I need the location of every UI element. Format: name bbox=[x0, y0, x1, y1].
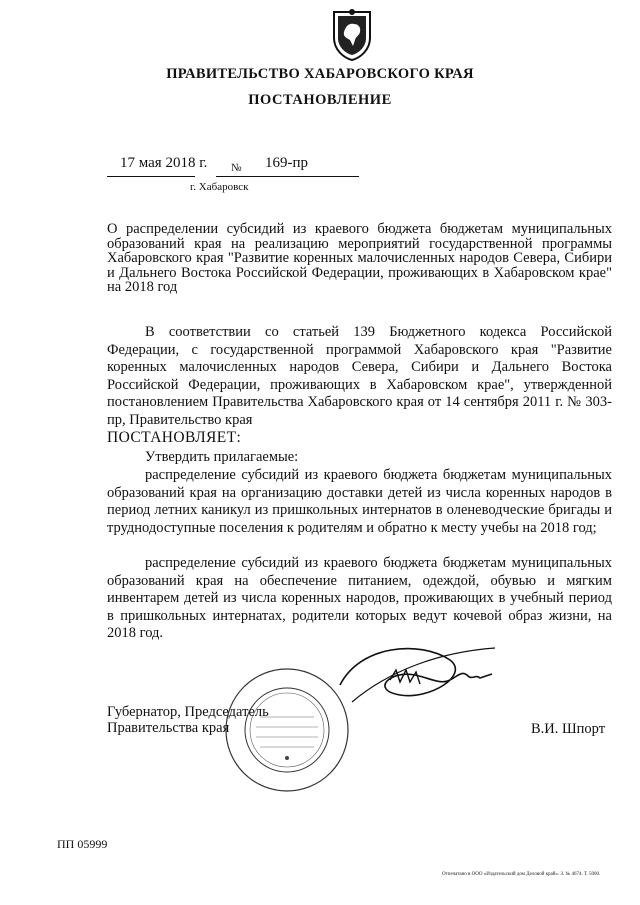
item-2-paragraph: распределение субсидий из краевого бюджета бюджетам муниципальных образований края на обеспечение питанием, одеждой, обувью и мягким инвентарем детей из числа коренных народов, проживающих в учебный период в пришкольных интернатах, родители которых ведут кочевой образ жизни, на 2018 год. bbox=[107, 555, 612, 642]
item-1-paragraph: распределение субсидий из краевого бюджета бюджетам муниципальных образований края на организацию доставки детей из числа коренных народов в период летних каникул из пришкольных интернатов в оленеводческие бригады и труднодоступные поселения к родителям и обратно к месту учебы на 2018 год; bbox=[107, 467, 612, 536]
decree-number: 169-пр bbox=[265, 155, 309, 171]
document-code: ПП 05999 bbox=[57, 837, 108, 851]
date-underline bbox=[107, 176, 195, 177]
number-underline bbox=[216, 176, 359, 177]
printer-imprint: Отпечатано в ООО «Издательский дом Деловой край». З. № 4674. Т. 5000. bbox=[442, 872, 601, 877]
signatory-role-line-2: Правительства края bbox=[107, 720, 230, 736]
decree-date: 17 мая 2018 г. bbox=[120, 155, 208, 171]
government-title: ПРАВИТЕЛЬСТВО ХАБАРОВСКОГО КРАЯ bbox=[166, 66, 474, 82]
signatory-role-line-1: Губернатор, Председатель bbox=[107, 704, 269, 720]
approve-paragraph: Утвердить прилагаемые: bbox=[145, 449, 299, 465]
signatory-role bbox=[107, 704, 269, 736]
document-type-title: ПОСТАНОВЛЕНИЕ bbox=[248, 92, 392, 108]
number-sign: № bbox=[231, 162, 242, 174]
coat-of-arms-icon bbox=[330, 8, 374, 62]
decree-subject: О распределении субсидий из краевого бюджета бюджетам муниципальных образований края на реализацию мероприятий государственной программы Хабаровского края "Развитие коренных малочисленных народов Севера, Сибири и Дальнего Востока Российской Федерации, проживающих в Хабаровском крае" на 2018 год bbox=[107, 221, 612, 295]
resolves-heading: ПОСТАНОВЛЯЕТ: bbox=[107, 429, 242, 446]
signatory-name: В.И. Шпорт bbox=[531, 721, 606, 737]
decree-city: г. Хабаровск bbox=[190, 181, 249, 193]
preamble-paragraph: В соответствии со статьей 139 Бюджетного кодекса Российской Федерации, с государственной программой Хабаровского края "Развитие коренных малочисленных народов Севера, Сибири и Дальнего Востока Российской Федерации, проживающих в Хабаровском крае", утвержденной постановлением Правительства Хабаровского края от 14 сентября 2011 г. № 303-пр, Правительство края bbox=[107, 324, 612, 428]
handwritten-signature bbox=[330, 640, 500, 710]
